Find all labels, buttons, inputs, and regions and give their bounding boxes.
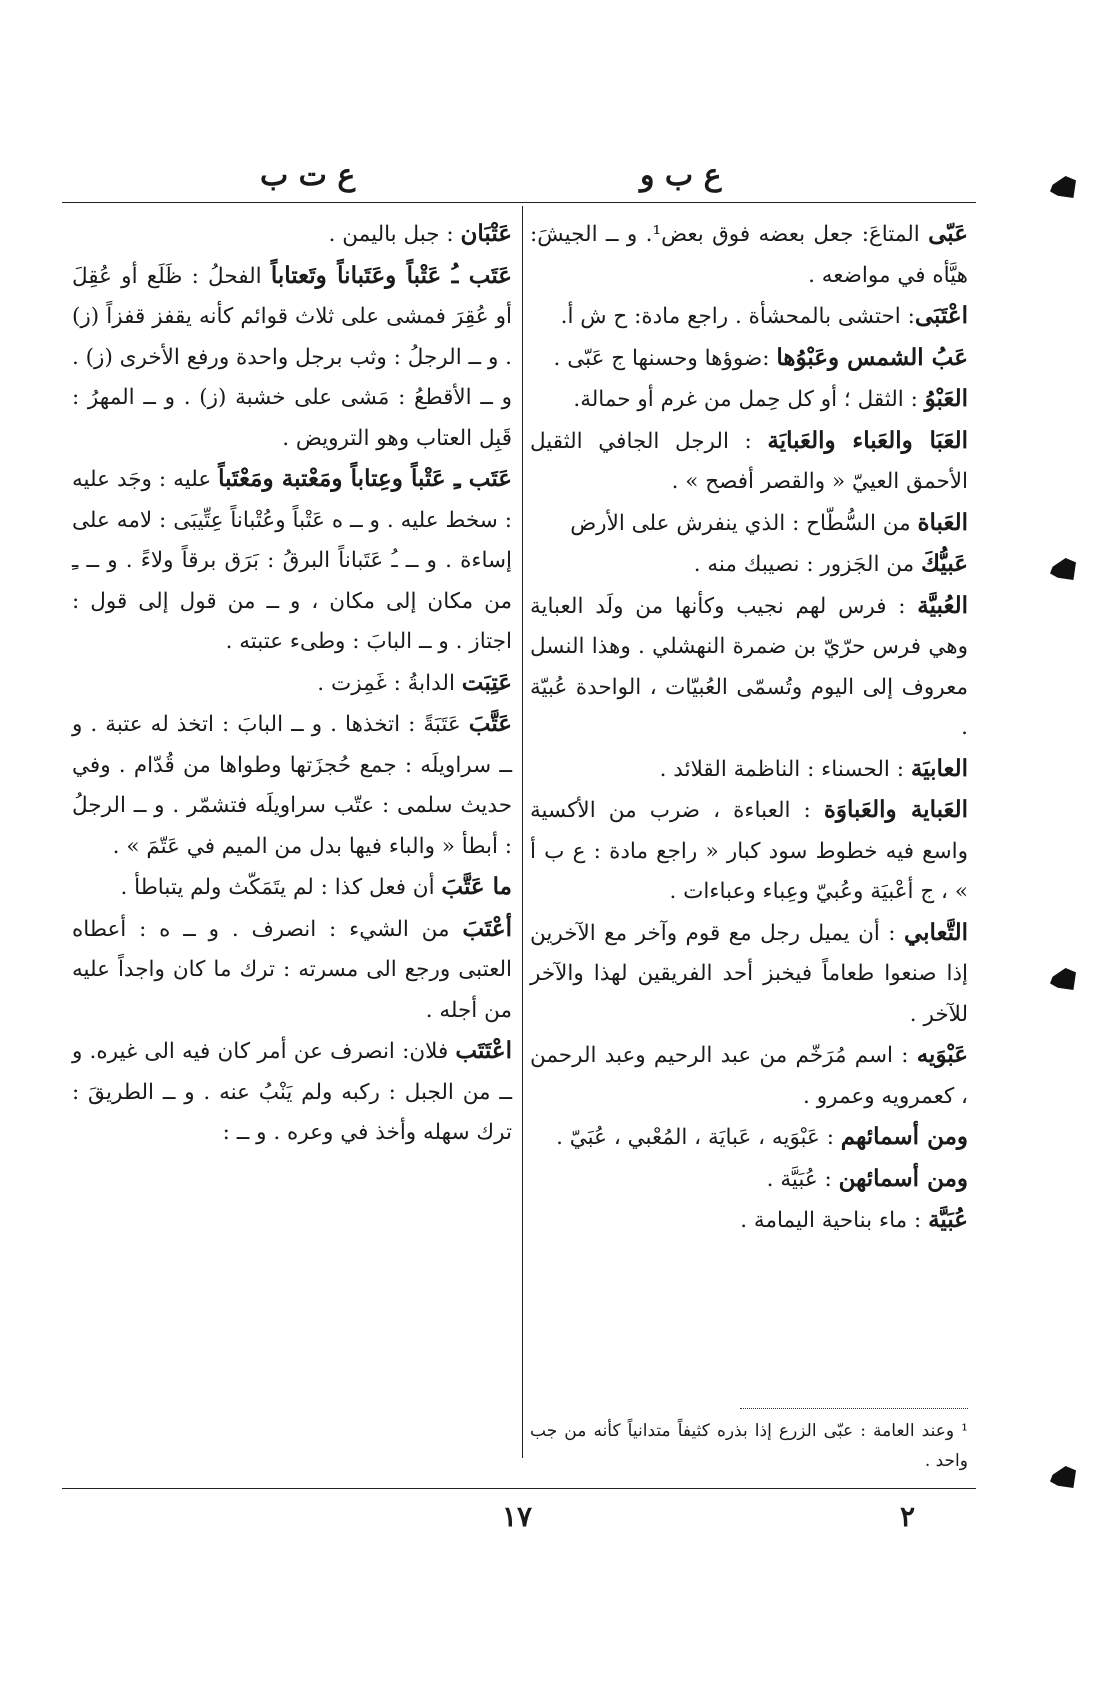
definition: : احتشى بالمحشأة . راجع مادة: ح ش أ. — [560, 304, 915, 329]
entry — [530, 790, 968, 913]
entry — [530, 913, 968, 1036]
entry — [530, 544, 968, 586]
headword: عَتَّبَ — [468, 710, 512, 737]
headword: اعْتَتَب — [455, 1037, 512, 1064]
entry — [72, 1031, 512, 1154]
margin-mark — [1050, 1466, 1076, 1488]
left-column — [72, 214, 512, 1154]
definition: : عَبْوَيه ، عَبايَة ، المُعْبي ، عُبَيّ . — [556, 1125, 841, 1150]
headword: ومن أسمائهن — [838, 1164, 968, 1192]
headword: العُبيَّة — [917, 591, 968, 619]
definition: الفحلُ : ظَلَع أو عُقِلَ أو عُقِرَ فمشى على ثلاث قوائم كأنه يقفز قفزاً (ز) . و ــ الرجلُ : وثب برجل واحدة ورفع الأخرى (ز) . و ــ الأقطعُ : مَشى على خشبة (ز) . و ــ المهرُ : قَبِل العتاب وهو الترويض . — [72, 263, 512, 451]
entry — [72, 909, 512, 1032]
running-header-right: ع ب و — [640, 158, 722, 193]
headword: عَبْوَيه — [916, 1041, 968, 1068]
headword: العَباية والعَباوَة — [823, 796, 969, 823]
entry — [72, 663, 512, 705]
headword: ومن أسمائهم — [840, 1123, 968, 1150]
margin-mark — [1050, 176, 1076, 198]
headword: عَبّى — [928, 220, 968, 247]
definition: عليه : وجَد عليه : سخط عليه . و ــ ه عَتْباً وعُتْباناً عِتِّيبَى : لامه على إساءة . و ــ ـُ عَتَباناً البرقُ : بَرَق برقاً ولاءً . و ــ ـِ من مكان إلى مكان ، و ــ من قول إلى قول : اجتاز . و ــ البابَ : وطىء عتبته . — [72, 467, 512, 654]
definition: : أن يميل رجل مع قوم وآخر مع الآخرين إذا صنعوا طعاماً فيخبز أحد الفريقين لهذا والآخر للآخر . — [530, 920, 968, 1027]
entry — [530, 214, 968, 296]
footnote-rule — [740, 1408, 968, 1409]
definition: عَتَبَةً : اتخذها . و ــ البابَ : اتخذ له عتبة . و ــ سراويلَه : جمع حُجزَتها وطواها من قُدّام . وفي حديث سلمى : عتّب سراويلَه فتشمّر . و ــ الرجلُ : أبطأ « والباء فيها بدل من الميم في عَتّمَ » . — [72, 712, 512, 859]
headword: العابيَة — [910, 754, 968, 782]
definition: :ضوؤها وحسنها ج عَبّى . — [553, 345, 777, 371]
definition: : اسم مُرَخّم من عبد الرحيم وعبد الرحمن ، كعمرويه وعمرو . — [530, 1043, 968, 1109]
definition: : العباءة ، ضرب من الأكسية واسع فيه خطوط سود كبار « راجع مادة : ع ب أ » ، ج أعْبيَة وعُبيّ وعِباء وعباءات . — [530, 798, 968, 904]
definition: : جبل باليمن . — [328, 222, 461, 247]
definition: : فرس لهم نجيب وكأنها من ولَد العباية وهي فرس حرّيّ بن ضمرة النهشلي . وهذا النسل معروف إلى اليوم وتُسمّى العُبيّات ، الواحدة عُبيّة . — [530, 593, 968, 740]
headword: عَتَب ـِ عَتْباً وعِتاباً ومَعْتبة ومَعْتَباً — [218, 465, 512, 492]
definition: فلان: انصرف عن أمر كان فيه الى غيره. و ــ من الجبل : ركبه ولم يَنْبُ عنه . و ــ الطريقَ : ترك سهله وأخذ في وعره . و ــ : — [72, 1039, 512, 1145]
margin-mark — [1050, 968, 1076, 990]
headword: التَّعابي — [903, 918, 968, 946]
entry — [72, 867, 512, 909]
headword: عَتِبَت — [461, 668, 512, 696]
headword: عُبَيَّة — [928, 1206, 968, 1233]
entry — [530, 421, 968, 503]
headword: عَبُ الشمس وعَبْوُها — [776, 343, 968, 371]
entry — [530, 749, 968, 791]
running-header-left: ع ت ب — [260, 158, 356, 193]
headword: عَتْبَان — [460, 220, 512, 247]
headword: أعْتَبَ — [462, 914, 512, 942]
headword: العَبْوُ — [924, 385, 968, 412]
entry — [530, 1159, 968, 1201]
entry — [530, 379, 968, 421]
headword: اعْتَبَى — [914, 302, 968, 329]
headword: عَبيُّكَ — [921, 550, 968, 577]
definition: المتاعَ: جعل بعضه فوق بعض¹. و ــ الجيشَ: هيَّأه في مواضعه . — [530, 222, 968, 288]
entry — [72, 256, 512, 460]
page-number-left: ١٧ — [502, 1500, 533, 1533]
entry — [530, 586, 968, 749]
entry — [530, 338, 968, 380]
right-column — [530, 214, 968, 1242]
definition: من الشيء : انصرف . و ــ ه : أعطاه العتبى ورجع الى مسرته : ترك ما كان واجداً عليه من أجله . — [72, 916, 512, 1023]
entry — [530, 296, 968, 338]
headword: عَتَب ـُ عَتْباً وعَتَباناً وتَعتاباً — [270, 261, 513, 289]
entry — [72, 214, 512, 256]
definition: : الحسناء : الناظمة القلائد . — [659, 756, 911, 782]
definition: : عُبَيَّة . — [766, 1166, 839, 1192]
page-number-right: ٢ — [900, 1500, 916, 1533]
definition: أن فعل كذا : لم يتَمَكّث ولم يتباطأ . — [120, 875, 442, 900]
definition: من السُّطّاح : الذي ينفرش على الأرض — [570, 510, 918, 536]
headword: ما عَتَّبَ — [441, 873, 512, 900]
definition: : ماء بناحية اليمامة . — [740, 1208, 929, 1233]
headword: العَبَا والعَباء والعَبايَة — [767, 426, 968, 454]
definition: من الجَزور : نصيبك منه . — [693, 552, 921, 577]
margin-mark — [1050, 558, 1076, 580]
entry — [530, 1117, 968, 1159]
definition: : الرجل الجافي الثقيل الأحمق العييّ « والقصر أفصح » . — [530, 428, 968, 494]
headword: العَباة — [917, 508, 968, 536]
entry — [72, 704, 512, 867]
entry — [530, 1035, 968, 1117]
top-rule — [62, 202, 976, 203]
footnote: ¹ وعند العامة : عبّى الزرع إذا بذره كثيفاً متدانياً كأنه من جب واحد . — [530, 1421, 968, 1471]
column-divider — [522, 206, 523, 1458]
definition: الدابةُ : غَمِزت . — [317, 670, 462, 696]
entry — [530, 1200, 968, 1242]
entry — [530, 503, 968, 545]
bottom-rule — [62, 1488, 976, 1489]
entry — [72, 459, 512, 663]
definition: : الثقل ؛ أو كل حِمل من غرم أو حمالة. — [573, 387, 925, 412]
